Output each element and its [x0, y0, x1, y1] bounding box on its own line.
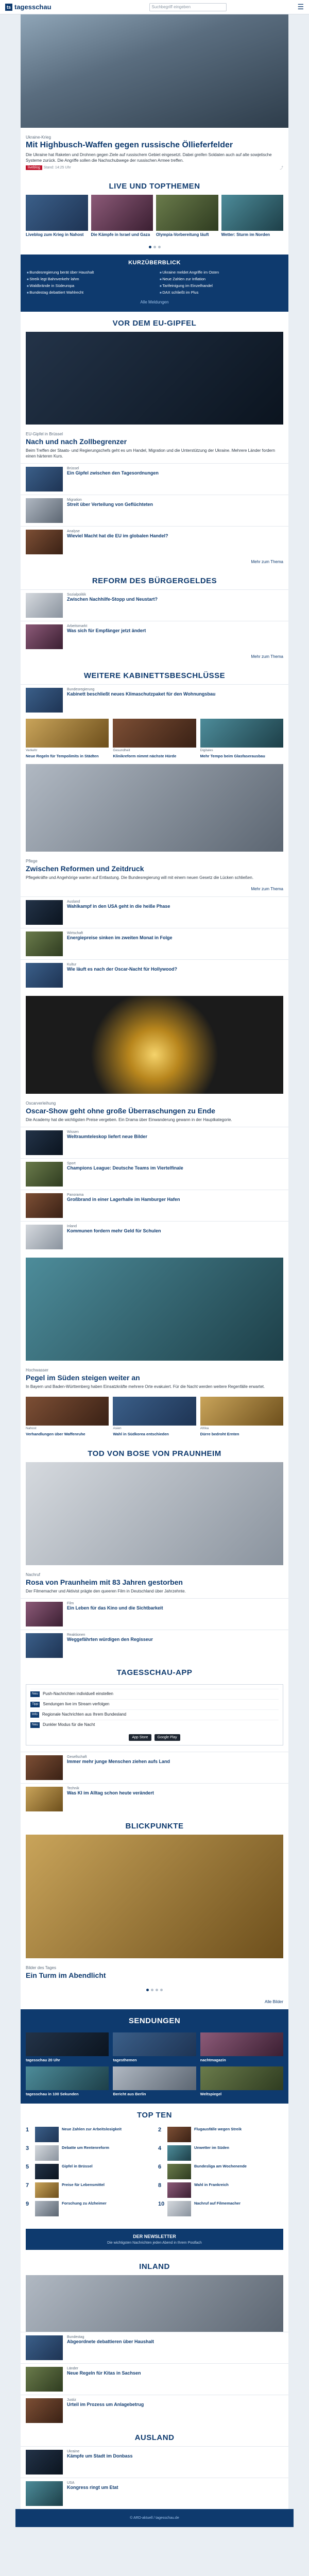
list-thumb [26, 498, 63, 523]
grid-thumb [200, 1397, 283, 1426]
sendung-thumb [200, 2066, 283, 2090]
grid-topline: Gesundheit [113, 749, 130, 752]
kurzueberblick-item[interactable]: ■ Waldbrände in Südeuropa [27, 283, 149, 288]
blickpunkte-dots[interactable] [21, 1986, 288, 1997]
eu-more-link[interactable]: Mehr zum Thema [251, 560, 283, 564]
kabinett-feature-image[interactable] [26, 764, 283, 852]
list-item[interactable] [21, 1783, 288, 1815]
live-thumb [156, 195, 218, 231]
topten-caption: Debatte um Rentenreform [62, 2145, 110, 2150]
portrait-teaser: Der Filmemacher und Aktivist prägte den queeren Film in Deutschland über Jahrzehnte. [26, 1589, 186, 1594]
grid-thumb [113, 1397, 196, 1426]
topten-rank: 10 [158, 2201, 165, 2207]
list-item[interactable] [21, 1598, 288, 1630]
sendung-thumb [26, 2066, 109, 2090]
app-row[interactable] [30, 1709, 279, 1720]
portrait-headline[interactable]: Rosa von Praunheim mit 83 Jahren gestorben [26, 1578, 183, 1586]
list-thumb [26, 530, 63, 554]
hero-image[interactable] [21, 14, 288, 128]
section-title-inland: INLAND [139, 2262, 170, 2271]
topten-rank: 2 [158, 2127, 162, 2133]
hero-headline[interactable]: Mit Highbusch-Waffen gegen russische Öllieferfelder [26, 141, 233, 149]
list-headline: Zwischen Nachhilfe-Stopp und Neustart? [67, 597, 158, 602]
list-item[interactable] [21, 526, 288, 557]
topten-item[interactable] [26, 2127, 151, 2142]
sendungen-grid [21, 2029, 288, 2104]
grid-thumb [113, 719, 196, 748]
eu-image[interactable] [26, 332, 283, 425]
grid-topline: Digitales [200, 749, 213, 752]
list-topline: Bundesregierung [67, 688, 95, 691]
list-thumb [26, 467, 63, 492]
list-thumb [26, 1130, 63, 1155]
live-thumb [91, 195, 153, 231]
sendung-card[interactable] [200, 2066, 283, 2096]
list-headline: Streit über Verteilung von Geflüchteten [67, 502, 153, 507]
kabinett-grid [21, 716, 288, 764]
topten-rank: 5 [26, 2164, 29, 2170]
topten-caption: Preise für Lebensmittel [62, 2182, 105, 2187]
kurzueberblick [21, 255, 288, 312]
list-headline: Wahlkampf in den USA geht in die heiße Phase [67, 904, 170, 909]
buerger-more-link[interactable]: Mehr zum Thema [251, 654, 283, 659]
topten-item[interactable] [26, 2164, 151, 2179]
list-headline: Energiepreise sinken im zweiten Monat in Folge [67, 935, 173, 940]
list-topline: Sport [67, 1162, 76, 1165]
hamburger-icon[interactable]: ☰ [297, 3, 304, 11]
topten-caption: Neue Zahlen zur Arbeitslosigkeit [62, 2127, 122, 2131]
list-topline: Analyse [67, 530, 80, 533]
sendung-caption: Bericht aus Berlin [113, 2092, 146, 2096]
list-topline: Bundestag [67, 2335, 84, 2339]
live-card[interactable] [26, 195, 88, 238]
topten-caption: Nachruf auf Filmemacher [194, 2201, 241, 2206]
carousel-dots[interactable] [21, 243, 288, 255]
list-topline: Justiz [67, 2398, 76, 2402]
list-thumb [26, 931, 63, 956]
live-caption: Die Kämpfe in Israel und Gaza [91, 232, 150, 237]
topten-rank: 4 [158, 2145, 162, 2151]
grid-caption: Mehr Tempo beim Glasfaserausbau [200, 754, 265, 758]
lower-content [21, 2104, 288, 2509]
list-topline: Ausland [67, 900, 80, 904]
grid-caption: Klinikreform nimmt nächste Hürde [113, 754, 177, 758]
list-topline: Wirtschaft [67, 931, 83, 935]
topten-rank: 3 [26, 2145, 29, 2151]
oscar-headline[interactable]: Oscar-Show geht ohne große Überraschungen zu Ende [26, 1107, 215, 1115]
flood-topline: Hochwasser [26, 1368, 49, 1372]
list-headline: Ein Gipfel zwischen den Tagesordnungen [67, 470, 159, 476]
portrait-image[interactable] [26, 1462, 283, 1565]
topten-rank: 1 [26, 2127, 29, 2133]
blickpunkte-text [21, 1958, 288, 1986]
live-thumb [221, 195, 284, 231]
grid-caption: Wahl in Südkorea entschieden [113, 1432, 169, 1436]
blickpunkte-headline[interactable]: Ein Turm im Abendlicht [26, 1971, 106, 1979]
live-card[interactable] [156, 195, 218, 238]
kurzueberblick-item[interactable]: ■ DAX schließt im Plus [160, 290, 282, 295]
list-headline: Ein Leben für das Kino und die Sichtbarkeit [67, 1605, 163, 1611]
section-title-app: TAGESSCHAU-APP [116, 1668, 193, 1677]
topten-item[interactable] [158, 2127, 283, 2142]
top-bar [0, 0, 309, 14]
list-thumb [26, 1633, 63, 1658]
grid-caption: Dürre bedroht Ernten [200, 1432, 239, 1436]
list-item[interactable] [21, 2363, 288, 2395]
list-item[interactable] [21, 896, 288, 928]
list-topline: Migration [67, 498, 82, 502]
grid-card[interactable] [200, 719, 283, 759]
list-headline: Weltraumteleskop liefert neue Bilder [67, 1134, 147, 1139]
sendung-thumb [26, 2032, 109, 2056]
app-row-text: Push-Nachrichten individuell einstellen [42, 1691, 113, 1696]
portrait-topline: Nachruf [26, 1572, 41, 1577]
newsletter-box[interactable] [26, 2229, 283, 2250]
live-thumb [26, 195, 88, 231]
oscar-text [21, 1094, 288, 1127]
topten-rank: 9 [26, 2201, 29, 2207]
topten-thumb [167, 2201, 191, 2216]
list-thumb [26, 2481, 63, 2506]
topten-thumb [167, 2145, 191, 2161]
list-item[interactable] [21, 463, 288, 495]
list-headline: Kämpfe um Stadt im Donbass [67, 2453, 133, 2459]
flood-headline[interactable]: Pegel im Süden steigen weiter an [26, 1374, 140, 1382]
list-topline: Wissen [67, 1130, 79, 1134]
list-thumb [26, 963, 63, 988]
app-row-text: Regionale Nachrichten aus Ihrem Bundesland [42, 1712, 127, 1717]
flood-text [21, 1361, 288, 1394]
sendung-caption: nachtmagazin [200, 2058, 226, 2062]
list-topline: Technik [67, 1787, 79, 1790]
section-title-blickpunkte: BLICKPUNKTE [125, 1822, 184, 1831]
topten-item[interactable] [158, 2145, 283, 2161]
live-caption: Olympia-Vorbereitung läuft [156, 232, 209, 237]
kabinett-more-link[interactable]: Mehr zum Thema [251, 887, 283, 891]
list-thumb [26, 2450, 63, 2475]
app-badge: Neu [30, 1722, 40, 1728]
list-thumb [26, 593, 63, 618]
app-box [26, 1684, 283, 1745]
sendung-caption: Weltspiegel [200, 2092, 222, 2096]
list-topline: Sozialpolitik [67, 593, 86, 597]
list-thumb [26, 1193, 63, 1218]
grid-topline: Afrika [200, 1427, 209, 1430]
kurzueberblick-title: KURZÜBERBLICK [128, 260, 181, 266]
topten-item[interactable] [158, 2182, 283, 2198]
section-title-nachruf: TOD VON BOSE VON PRAUNHEIM [88, 1449, 221, 1458]
sendung-caption: tagesthemen [113, 2058, 137, 2062]
topten-item[interactable] [26, 2201, 151, 2216]
section-title-ausland: AUSLAND [134, 2433, 175, 2442]
topten-caption: Flugausfälle wegen Streik [194, 2127, 242, 2131]
sendung-card[interactable] [26, 2066, 109, 2096]
kurzueberblick-item[interactable]: ■ Bundestag debattiert Wahlrecht [27, 290, 149, 295]
list-thumb [26, 688, 63, 713]
topten-item[interactable] [26, 2145, 151, 2161]
topten-thumb [35, 2127, 59, 2142]
topten-list [21, 2124, 288, 2224]
feature-topline: Pflege [26, 859, 38, 863]
topten-thumb [35, 2164, 59, 2179]
grid-topline: Nahost [26, 1427, 37, 1430]
hero-text [21, 128, 288, 175]
list-headline: Was KI im Alltag schon heute verändert [67, 1790, 154, 1795]
grid-caption: Neue Regeln für Tempolimits in Städten [26, 754, 99, 758]
google-play-button[interactable]: Google Play [154, 1734, 180, 1741]
blickpunkte-image[interactable] [26, 1835, 283, 1958]
section-title-topten: TOP TEN [137, 2111, 172, 2120]
app-row-text: Dunkler Modus für die Nacht [42, 1722, 95, 1727]
inland-image[interactable] [26, 2275, 283, 2332]
topten-thumb [35, 2182, 59, 2198]
grid-caption: Verhandlungen über Waffenruhe [26, 1432, 85, 1436]
app-store-button[interactable]: App Store [129, 1734, 151, 1741]
list-headline: Was sich für Empfänger jetzt ändert [67, 628, 146, 633]
grid-card[interactable] [200, 1397, 283, 1437]
list-item[interactable] [21, 621, 288, 652]
topten-item[interactable] [158, 2164, 283, 2179]
list-topline: Arbeitsmarkt [67, 624, 88, 628]
list-topline: Brüssel [67, 467, 79, 470]
kurzueberblick-item[interactable]: ■ Tarifeinigung im Einzelhandel [160, 283, 282, 288]
list-thumb [26, 1225, 63, 1249]
search-input[interactable] [149, 3, 227, 11]
list-headline: Kongress ringt um Etat [67, 2485, 118, 2490]
newsletter-title: DER NEWSLETTER [133, 2234, 176, 2239]
list-item[interactable] [21, 1127, 288, 1158]
grid-card[interactable] [113, 1397, 196, 1437]
feature-teaser: Pflegekräfte und Angehörige warten auf Entlastung. Die Bundesregierung will mit einem neuen Gesetz die Lücken schließen. [26, 875, 254, 880]
section-title-live: LIVE UND TOPTHEMEN [109, 182, 200, 191]
hero-teaser: Die Ukraine hat Raketen und Drohnen gegen Ziele auf russischem Gebiet eingesetzt. Dabei greifen Soldaten auch auf alte sowjetische Systeme zurück. Die Angriffe sollen die Nachschubwege der russischen Armee treffen. [26, 152, 272, 163]
live-card[interactable] [91, 195, 153, 238]
list-thumb [26, 1787, 63, 1811]
blickpunkte-topline: Bilder des Tages [26, 1965, 56, 1970]
app-row[interactable] [30, 1720, 279, 1730]
section-title-buergergeld: REFORM DES BÜRGERGELDES [92, 577, 217, 585]
search-placeholder: Suchbegriff eingeben [151, 5, 191, 9]
sendung-card[interactable] [26, 2032, 109, 2062]
topten-thumb [167, 2182, 191, 2198]
live-cards [21, 195, 288, 243]
kurzueberblick-list [27, 270, 282, 295]
topten-rank: 6 [158, 2164, 162, 2170]
list-thumb [26, 2367, 63, 2392]
topten-item[interactable] [158, 2201, 283, 2216]
footer-text: © ARD-aktuell / tagesschau.de [130, 2516, 179, 2520]
list-headline: Urteil im Prozess um Anlagebetrug [67, 2402, 144, 2407]
store-buttons [30, 1734, 279, 1741]
eu-text [21, 425, 288, 463]
list-headline: Wieviel Macht hat die EU im globalen Handel? [67, 533, 168, 538]
list-item[interactable] [21, 2395, 288, 2426]
list-topline: Gesellschaft [67, 1755, 87, 1759]
live-card[interactable] [221, 195, 284, 238]
live-caption: Wetter: Sturm im Norden [221, 232, 270, 237]
list-headline: Wie läuft es nach der Oscar-Nacht für Hollywood? [67, 967, 177, 972]
list-item[interactable] [21, 1221, 288, 1252]
list-headline: Abgeordnete debattieren über Haushalt [67, 2339, 154, 2344]
list-headline: Kabinett beschließt neues Klimaschutzpaket für den Wohnungsbau [67, 691, 216, 697]
list-item[interactable] [21, 1752, 288, 1783]
sendung-thumb [113, 2032, 196, 2056]
topten-caption: Unwetter im Süden [194, 2145, 229, 2150]
list-headline: Neue Regeln für Kitas in Sachsen [67, 2370, 141, 2376]
app-badge: Info [30, 1712, 39, 1718]
kurzueberblick-item[interactable]: ■ Bundesregierung berät über Haushalt [27, 270, 149, 275]
list-topline: Ukraine [67, 2450, 80, 2453]
oscar-image[interactable] [26, 996, 283, 1094]
list-topline: Kultur [67, 963, 77, 967]
kurzueberblick-more-link[interactable]: Alle Meldungen [140, 300, 169, 304]
blickpunkte-more-link[interactable]: Alle Bilder [264, 1999, 283, 2004]
grid-topline: Verkehr [26, 749, 38, 752]
eu-headline[interactable]: Nach und nach Zollbegrenzer [26, 437, 127, 446]
topten-item[interactable] [26, 2182, 151, 2198]
topten-rank: 8 [158, 2182, 162, 2189]
oscar-topline: Oscarverleihung [26, 1101, 56, 1106]
flood-teaser: In Bayern und Baden-Württemberg haben Einsatzkräfte mehrere Orte evakuiert. Für die Nacht werden weitere Regenfälle erwartet. [26, 1384, 265, 1389]
topten-caption: Gipfel in Brüssel [62, 2164, 93, 2168]
list-topline: Film [67, 1602, 74, 1605]
list-thumb [26, 2398, 63, 2423]
sendung-caption: tagesschau 20 Uhr [26, 2058, 60, 2062]
app-badge: Neu [30, 1691, 40, 1697]
newsletter-text: Die wichtigsten Nachrichten jeden Abend in Ihrem Postfach [107, 2241, 202, 2245]
topten-thumb [167, 2164, 191, 2179]
footer [15, 2509, 294, 2527]
grid-thumb [26, 719, 109, 748]
logo-icon: ts [5, 4, 12, 11]
sendung-card[interactable] [200, 2032, 283, 2062]
list-item[interactable] [21, 2446, 288, 2478]
app-row[interactable] [30, 1699, 279, 1709]
kurzueberblick-item[interactable]: ■ Ukraine meldet Angriffe im Osten [160, 270, 282, 275]
list-item[interactable] [21, 2332, 288, 2363]
list-item[interactable] [21, 2478, 288, 2509]
grid-card[interactable] [26, 1397, 109, 1437]
list-thumb [26, 900, 63, 925]
list-topline: USA [67, 2481, 75, 2485]
list-headline: Großbrand in einer Lagerhalle im Hamburger Hafen [67, 1197, 180, 1202]
list-item[interactable] [21, 495, 288, 526]
hero-time: Stand: 14:25 Uhr [43, 166, 71, 170]
list-thumb [26, 1602, 63, 1626]
topten-rank: 7 [26, 2182, 29, 2189]
topten-caption: Forschung zu Alzheimer [62, 2201, 107, 2206]
eu-teaser: Beim Treffen der Staats- und Regierungschefs geht es um Handel, Migration und die Unterstützung der Ukraine. Mehrere Länder fordern einen härteren Kurs. [26, 448, 276, 459]
app-row[interactable] [30, 1689, 279, 1699]
section-title-sendungen: SENDUNGEN [128, 2016, 181, 2025]
sendung-thumb [200, 2032, 283, 2056]
hero-topline: Ukraine-Krieg [26, 135, 51, 140]
eu-topline: EU-Gipfel in Brüssel [26, 432, 63, 436]
list-item[interactable] [21, 684, 288, 716]
section-title-eu: VOR DEM EU-GIPFEL [112, 319, 197, 328]
list-item[interactable] [21, 589, 288, 621]
grid-thumb [200, 719, 283, 748]
kurzueberblick-item[interactable]: ■ Neue Zahlen zur Inflation [160, 277, 282, 281]
oscar-teaser: Die Academy hat die wichtigsten Preise vergeben. Ein Drama über Einwanderung gewann in der Hauptkategorie. [26, 1117, 232, 1122]
mixed-grid [21, 1394, 288, 1442]
sendung-caption: tagesschau in 100 Sekunden [26, 2092, 79, 2096]
topten-thumb [35, 2145, 59, 2161]
list-item[interactable] [21, 928, 288, 959]
app-row-text: Sendungen live im Stream verfolgen [43, 1702, 110, 1706]
logo[interactable] [5, 3, 52, 11]
list-item[interactable] [21, 1630, 288, 1661]
list-item[interactable] [21, 1190, 288, 1221]
list-headline: Champions League: Deutsche Teams im Viertelfinale [67, 1165, 183, 1171]
list-thumb [26, 2335, 63, 2360]
feature-headline[interactable]: Zwischen Reformen und Zeitdruck [26, 865, 144, 873]
logo-text: tagesschau [14, 3, 52, 11]
kurzueberblick-item[interactable]: ■ Streik legt Bahnverkehr lahm [27, 277, 149, 281]
list-headline: Kommunen fordern mehr Geld für Schulen [67, 1228, 161, 1233]
flood-image[interactable] [26, 1258, 283, 1361]
sendungen-section [21, 2009, 288, 2104]
grid-topline: Asien [113, 1427, 122, 1430]
topten-caption: Bundesliga am Wochenende [194, 2164, 247, 2168]
section-title-kabinett: WEITERE KABINETTSBESCHLÜSSE [83, 671, 226, 680]
hero-meta [26, 165, 283, 171]
list-topline: Reaktionen [67, 1633, 85, 1637]
portrait-text [21, 1565, 288, 1598]
topten-caption: Wahl in Frankreich [194, 2182, 229, 2187]
list-thumb [26, 1755, 63, 1780]
kabinett-feature-text [21, 852, 288, 885]
main-content [21, 14, 288, 2009]
list-item[interactable] [21, 1158, 288, 1190]
list-headline: Weggefährten würdigen den Regisseur [67, 1637, 153, 1642]
sendung-card[interactable] [113, 2032, 196, 2062]
list-thumb [26, 1162, 63, 1187]
list-topline: Panorama [67, 1193, 84, 1197]
hero-photo [21, 14, 288, 128]
list-item[interactable] [21, 959, 288, 991]
grid-card[interactable] [113, 719, 196, 759]
topten-thumb [35, 2201, 59, 2216]
app-badge: Tipp [30, 1702, 40, 1707]
live-badge[interactable]: liveblog [26, 165, 42, 170]
share-icon[interactable]: ⤴ [280, 166, 283, 170]
topten-thumb [167, 2127, 191, 2142]
list-topline: Inland [67, 1225, 77, 1228]
sendung-thumb [113, 2066, 196, 2090]
sendung-card[interactable] [113, 2066, 196, 2096]
list-thumb [26, 624, 63, 649]
list-topline: Länder [67, 2367, 78, 2370]
grid-card[interactable] [26, 719, 109, 759]
grid-thumb [26, 1397, 109, 1426]
live-caption: Liveblog zum Krieg in Nahost [26, 232, 84, 237]
list-headline: Immer mehr junge Menschen ziehen aufs Land [67, 1759, 170, 1764]
